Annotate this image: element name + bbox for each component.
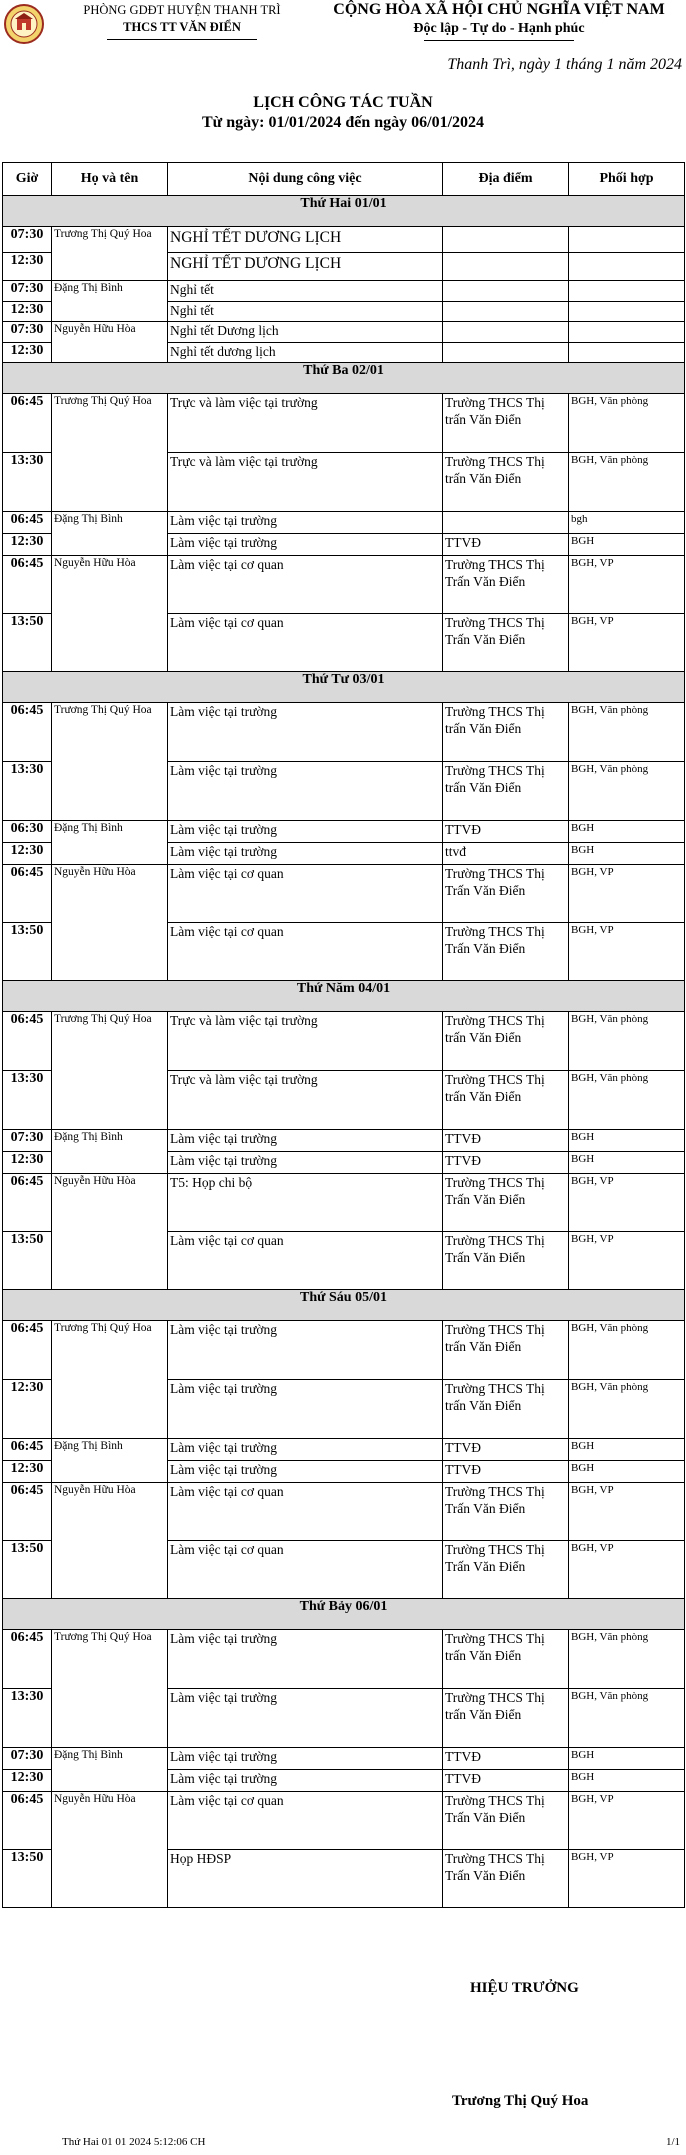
task-content-cell: Làm việc tại trường [168, 1152, 443, 1174]
coordination-cell: BGH, VP [569, 1792, 685, 1850]
time-cell: 06:45 [3, 1439, 52, 1461]
time-cell: 12:30 [3, 343, 52, 363]
coordination-cell: BGH, Văn phòng [569, 1380, 685, 1439]
task-content-cell: Làm việc tại trường [168, 1630, 443, 1689]
day-label: Thứ Năm 04/01 [3, 981, 685, 1012]
table-row [3, 281, 685, 302]
task-content-cell: Làm việc tại cơ quan [168, 614, 443, 672]
coordination-cell: BGH [569, 1770, 685, 1792]
task-content-cell: Nghỉ tết Dương lịch [168, 322, 443, 343]
task-content-cell: Làm việc tại trường [168, 1130, 443, 1152]
school-logo-icon [4, 4, 44, 44]
coordination-cell: BGH [569, 1748, 685, 1770]
coordination-cell: BGH [569, 1439, 685, 1461]
location-cell: Trường THCS Thị trấn Văn Điển [443, 1012, 569, 1071]
location-cell: Trường THCS Thị trấn Văn Điển [443, 1630, 569, 1689]
table-row [3, 1439, 685, 1461]
task-content-cell: Làm việc tại trường [168, 1770, 443, 1792]
task-content-cell: Làm việc tại cơ quan [168, 556, 443, 614]
coordination-cell [569, 227, 685, 253]
location-cell [443, 322, 569, 343]
title-date-range: Từ ngày: 01/01/2024 đến ngày 06/01/2024 [201, 114, 485, 131]
time-cell: 06:45 [3, 556, 52, 614]
location-cell: TTVĐ [443, 1152, 569, 1174]
time-cell: 07:30 [3, 1130, 52, 1152]
location-cell: TTVĐ [443, 1130, 569, 1152]
staff-name-cell: Trương Thị Quý Hoa [52, 394, 168, 512]
coordination-cell: BGH, VP [569, 865, 685, 923]
table-row [3, 1483, 685, 1541]
location-cell: Trường THCS Thị Trấn Văn Điển [443, 1850, 569, 1908]
issuing-organization [52, 2, 312, 40]
column-header-location: Địa điểm [443, 163, 569, 196]
location-cell: TTVĐ [443, 534, 569, 556]
location-cell: Trường THCS Thị trấn Văn Điển [443, 762, 569, 821]
org-line-department: PHÒNG GDĐT HUYỆN THANH TRÌ [83, 3, 281, 17]
table-row [3, 1630, 685, 1689]
time-cell: 13:30 [3, 762, 52, 821]
time-cell: 13:30 [3, 1071, 52, 1130]
time-cell: 06:45 [3, 703, 52, 762]
coordination-cell: BGH [569, 821, 685, 843]
coordination-cell: bgh [569, 512, 685, 534]
staff-name-cell: Đặng Thị Bình [52, 821, 168, 865]
day-header-row [3, 196, 685, 227]
location-cell: Trường THCS Thị trấn Văn Điển [443, 703, 569, 762]
time-cell: 13:50 [3, 1541, 52, 1599]
location-cell: Trường THCS Thị Trấn Văn Điển [443, 1232, 569, 1290]
location-cell: Trường THCS Thị Trấn Văn Điển [443, 1483, 569, 1541]
staff-name-cell: Đặng Thị Bình [52, 281, 168, 322]
table-row [3, 865, 685, 923]
coordination-cell: BGH [569, 1152, 685, 1174]
time-cell: 13:30 [3, 1689, 52, 1748]
task-content-cell: Nghỉ tết dương lịch [168, 343, 443, 363]
day-header-row [3, 672, 685, 703]
location-cell [443, 343, 569, 363]
table-row [3, 556, 685, 614]
column-header-time: Giờ [3, 163, 52, 196]
table-row [3, 1321, 685, 1380]
location-cell: ttvđ [443, 843, 569, 865]
time-cell: 13:50 [3, 614, 52, 672]
time-cell: 12:30 [3, 302, 52, 322]
day-header-row [3, 1290, 685, 1321]
location-cell: Trường THCS Thị Trấn Văn Điển [443, 1174, 569, 1232]
task-content-cell: T5: Họp chi bộ [168, 1174, 443, 1232]
location-cell [443, 253, 569, 281]
staff-name-cell: Trương Thị Quý Hoa [52, 703, 168, 821]
time-cell: 13:50 [3, 1850, 52, 1908]
location-cell: Trường THCS Thị Trấn Văn Điển [443, 923, 569, 981]
location-cell: Trường THCS Thị trấn Văn Điển [443, 1321, 569, 1380]
location-cell: Trường THCS Thị Trấn Văn Điển [443, 556, 569, 614]
coordination-cell: BGH [569, 843, 685, 865]
task-content-cell: Làm việc tại trường [168, 762, 443, 821]
staff-name-cell: Trương Thị Quý Hoa [52, 1321, 168, 1439]
coordination-cell [569, 322, 685, 343]
coordination-cell: BGH, Văn phòng [569, 1012, 685, 1071]
time-cell: 06:45 [3, 1792, 52, 1850]
time-cell: 13:30 [3, 453, 52, 512]
time-cell: 13:50 [3, 923, 52, 981]
time-cell: 06:45 [3, 512, 52, 534]
location-cell: Trường THCS Thị trấn Văn Điển [443, 1689, 569, 1748]
task-content-cell: Họp HĐSP [168, 1850, 443, 1908]
task-content-cell: Làm việc tại cơ quan [168, 1541, 443, 1599]
location-cell [443, 227, 569, 253]
day-header-row [3, 363, 685, 394]
coordination-cell: BGH, VP [569, 923, 685, 981]
task-content-cell: Làm việc tại trường [168, 1380, 443, 1439]
page-number: 1/1 [665, 2136, 680, 2148]
staff-name-cell: Nguyễn Hữu Hòa [52, 1174, 168, 1290]
time-cell: 13:50 [3, 1232, 52, 1290]
staff-name-cell: Đặng Thị Bình [52, 1439, 168, 1483]
org-underline [107, 39, 257, 40]
coordination-cell: BGH, Văn phòng [569, 453, 685, 512]
task-content-cell: Làm việc tại cơ quan [168, 923, 443, 981]
time-cell: 12:30 [3, 843, 52, 865]
nation-name: CỘNG HÒA XÃ HỘI CHỦ NGHĨA VIỆT NAM [333, 1, 665, 18]
task-content-cell: NGHỈ TẾT DƯƠNG LỊCH [168, 253, 443, 281]
task-content-cell: Làm việc tại trường [168, 1321, 443, 1380]
table-row [3, 1012, 685, 1071]
location-cell [443, 302, 569, 322]
coordination-cell: BGH, Văn phòng [569, 1071, 685, 1130]
time-cell: 06:45 [3, 1630, 52, 1689]
staff-name-cell: Nguyễn Hữu Hòa [52, 865, 168, 981]
coordination-cell [569, 281, 685, 302]
location-cell: TTVĐ [443, 821, 569, 843]
staff-name-cell: Nguyễn Hữu Hòa [52, 1483, 168, 1599]
time-cell: 06:45 [3, 394, 52, 453]
table-row [3, 227, 685, 253]
location-cell: Trường THCS Thị Trấn Văn Điển [443, 614, 569, 672]
location-cell: Trường THCS Thị Trấn Văn Điển [443, 1792, 569, 1850]
table-header-row [3, 163, 685, 196]
location-cell: TTVĐ [443, 1461, 569, 1483]
task-content-cell: Làm việc tại cơ quan [168, 1792, 443, 1850]
time-cell: 06:45 [3, 1174, 52, 1232]
time-cell: 07:30 [3, 227, 52, 253]
day-label: Thứ Ba 02/01 [3, 363, 685, 394]
task-content-cell: Trực và làm việc tại trường [168, 394, 443, 453]
staff-name-cell: Nguyễn Hữu Hòa [52, 1792, 168, 1908]
day-header-row [3, 981, 685, 1012]
motto-underline [424, 40, 574, 41]
time-cell: 07:30 [3, 1748, 52, 1770]
task-content-cell: Làm việc tại trường [168, 534, 443, 556]
time-cell: 12:30 [3, 253, 52, 281]
time-cell: 12:30 [3, 1770, 52, 1792]
task-content-cell: Làm việc tại cơ quan [168, 1483, 443, 1541]
task-content-cell: Làm việc tại trường [168, 1748, 443, 1770]
task-content-cell: Làm việc tại trường [168, 512, 443, 534]
table-row [3, 1174, 685, 1232]
day-label: Thứ Hai 01/01 [3, 196, 685, 227]
time-cell: 12:30 [3, 1461, 52, 1483]
task-content-cell: Trực và làm việc tại trường [168, 453, 443, 512]
task-content-cell: Làm việc tại trường [168, 821, 443, 843]
column-header-coordination: Phối hợp [569, 163, 685, 196]
table-row [3, 703, 685, 762]
table-row [3, 1748, 685, 1770]
staff-name-cell: Trương Thị Quý Hoa [52, 227, 168, 281]
coordination-cell: BGH, VP [569, 1232, 685, 1290]
time-cell: 12:30 [3, 1380, 52, 1439]
time-cell: 06:45 [3, 865, 52, 923]
location-cell: TTVĐ [443, 1748, 569, 1770]
coordination-cell: BGH, VP [569, 1483, 685, 1541]
table-row [3, 394, 685, 453]
coordination-cell: BGH [569, 1130, 685, 1152]
staff-name-cell: Đặng Thị Bình [52, 1130, 168, 1174]
coordination-cell: BGH, VP [569, 1174, 685, 1232]
day-label: Thứ Sáu 05/01 [3, 1290, 685, 1321]
table-row [3, 1792, 685, 1850]
task-content-cell: Làm việc tại trường [168, 1689, 443, 1748]
task-content-cell: Trực và làm việc tại trường [168, 1012, 443, 1071]
table-row [3, 512, 685, 534]
coordination-cell [569, 302, 685, 322]
coordination-cell: BGH [569, 534, 685, 556]
location-cell: TTVĐ [443, 1439, 569, 1461]
signature-name: Trương Thị Quý Hoa [452, 2093, 589, 2109]
weekly-schedule-table [2, 162, 685, 1908]
time-cell: 07:30 [3, 281, 52, 302]
task-content-cell: Làm việc tại cơ quan [168, 1232, 443, 1290]
coordination-cell: BGH [569, 1461, 685, 1483]
coordination-cell: BGH, VP [569, 1850, 685, 1908]
staff-name-cell: Nguyễn Hữu Hòa [52, 556, 168, 672]
staff-name-cell: Trương Thị Quý Hoa [52, 1012, 168, 1130]
task-content-cell: Làm việc tại trường [168, 843, 443, 865]
coordination-cell [569, 343, 685, 363]
day-header-row [3, 1599, 685, 1630]
national-heading [312, 0, 686, 41]
coordination-cell: BGH, VP [569, 1541, 685, 1599]
coordination-cell [569, 253, 685, 281]
location-cell: Trường THCS Thị trấn Văn Điển [443, 1071, 569, 1130]
time-cell: 06:45 [3, 1483, 52, 1541]
table-row [3, 322, 685, 343]
location-cell: Trường THCS Thị Trấn Văn Điển [443, 865, 569, 923]
location-cell: Trường THCS Thị trấn Văn Điển [443, 1380, 569, 1439]
coordination-cell: BGH, Văn phòng [569, 1321, 685, 1380]
title-main: LỊCH CÔNG TÁC TUẦN [253, 94, 433, 111]
coordination-cell: BGH, Văn phòng [569, 762, 685, 821]
coordination-cell: BGH, Văn phòng [569, 703, 685, 762]
task-content-cell: Làm việc tại trường [168, 1439, 443, 1461]
coordination-cell: BGH, Văn phòng [569, 1630, 685, 1689]
staff-name-cell: Đặng Thị Bình [52, 512, 168, 556]
task-content-cell: Làm việc tại trường [168, 703, 443, 762]
task-content-cell: Làm việc tại cơ quan [168, 865, 443, 923]
time-cell: 07:30 [3, 322, 52, 343]
place-date: Thanh Trì, ngày 1 tháng 1 năm 2024 [447, 56, 682, 73]
location-cell: Trường THCS Thị trấn Văn Điển [443, 394, 569, 453]
location-cell [443, 512, 569, 534]
national-motto: Độc lập - Tự do - Hạnh phúc [413, 21, 585, 36]
staff-name-cell: Đặng Thị Bình [52, 1748, 168, 1792]
time-cell: 06:45 [3, 1321, 52, 1380]
time-cell: 06:30 [3, 821, 52, 843]
document-title [0, 93, 686, 133]
table-row [3, 821, 685, 843]
coordination-cell: BGH, Văn phòng [569, 394, 685, 453]
day-label: Thứ Bảy 06/01 [3, 1599, 685, 1630]
task-content-cell: Nghỉ tết [168, 302, 443, 322]
location-cell [443, 281, 569, 302]
time-cell: 12:30 [3, 534, 52, 556]
location-cell: Trường THCS Thị Trấn Văn Điển [443, 1541, 569, 1599]
task-content-cell: Làm việc tại trường [168, 1461, 443, 1483]
coordination-cell: BGH, Văn phòng [569, 1689, 685, 1748]
day-label: Thứ Tư 03/01 [3, 672, 685, 703]
location-cell: Trường THCS Thị trấn Văn Điển [443, 453, 569, 512]
location-cell: TTVĐ [443, 1770, 569, 1792]
print-timestamp: Thứ Hai 01 01 2024 5:12:06 CH [62, 2136, 206, 2148]
org-line-school: THCS TT VĂN ĐIỂN [123, 20, 241, 34]
coordination-cell: BGH, VP [569, 614, 685, 672]
time-cell: 06:45 [3, 1012, 52, 1071]
task-content-cell: NGHỈ TẾT DƯƠNG LỊCH [168, 227, 443, 253]
column-header-name: Họ và tên [52, 163, 168, 196]
column-header-content: Nội dung công việc [168, 163, 443, 196]
task-content-cell: Nghỉ tết [168, 281, 443, 302]
staff-name-cell: Trương Thị Quý Hoa [52, 1630, 168, 1748]
time-cell: 12:30 [3, 1152, 52, 1174]
coordination-cell: BGH, VP [569, 556, 685, 614]
staff-name-cell: Nguyễn Hữu Hòa [52, 322, 168, 363]
task-content-cell: Trực và làm việc tại trường [168, 1071, 443, 1130]
table-row [3, 1130, 685, 1152]
signature-role: HIỆU TRƯỞNG [470, 1980, 579, 1996]
